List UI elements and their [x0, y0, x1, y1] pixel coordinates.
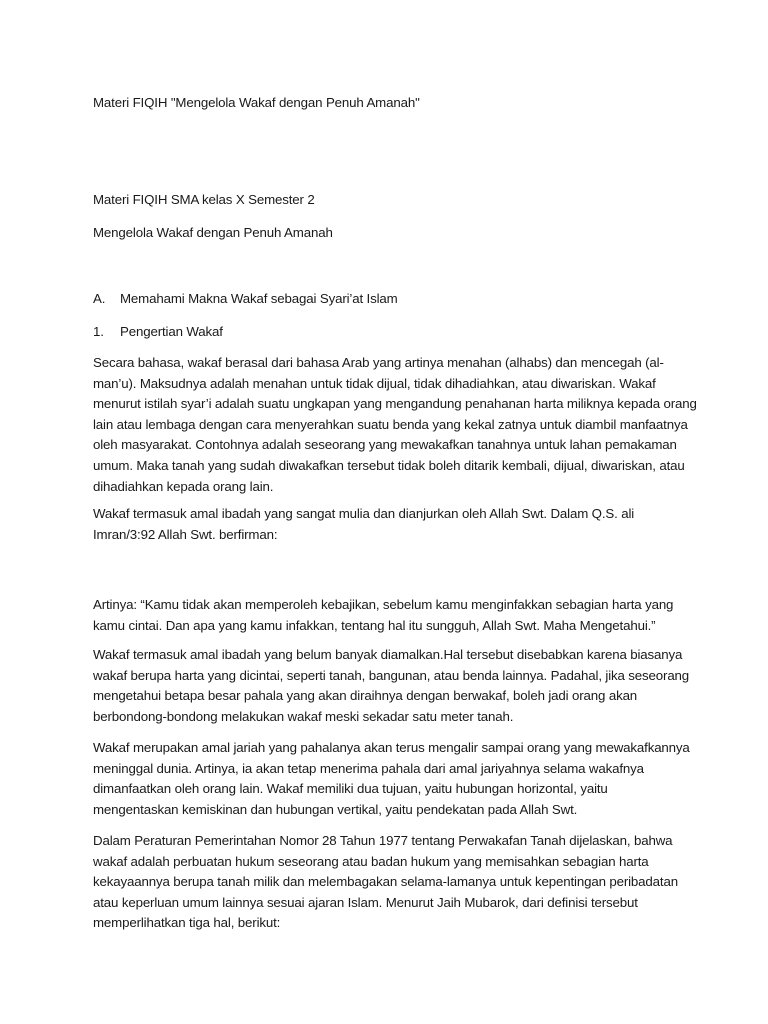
paragraph-definition — [93, 353, 697, 497]
paragraph-line: man’u). Maksudnya adalah menahan untuk tidak dijual, tidak dihadiahkan, atau diwariskan. Wakaf — [93, 375, 656, 391]
paragraph-line: Wakaf merupakan amal jariah yang pahalanya akan terus mengalir sampai orang yang mewakafkannya — [93, 740, 690, 755]
paragraph-line: wakaf berupa harta yang dicintai, seperti tanah, bangunan, atau benda lainnya. Padahal, jika seseorang — [93, 667, 690, 683]
paragraph-quran-intro — [93, 504, 693, 545]
paragraph-line: oleh masyarakat. Contohnya adalah seseorang yang mewakafkan tanahnya untuk lahan pemakaman — [93, 437, 677, 453]
subsection-heading-1 — [93, 323, 223, 341]
paragraph-line: mengetahui betapa besar pahala yang akan diraihnya dengan berwakaf, boleh jadi orang akan — [93, 688, 638, 704]
paragraph-translation — [93, 595, 693, 636]
paragraph-line: Artinya: “Kamu tidak akan memperoleh kebajikan, sebelum kamu menginfakkan sebagian harta yang — [93, 597, 674, 612]
paragraph-line: atau keperluan umum lainnya sesuai ajaran Islam. Menurut Jaih Mubarok, dari definisi tersebut — [93, 894, 638, 910]
paragraph-line: dihadiahkan kepada orang lain. — [93, 478, 274, 494]
paragraph-line: Wakaf termasuk amal ibadah yang sangat mulia dan dianjurkan oleh Allah Swt. Dalam Q.S. ali — [93, 506, 635, 521]
subsection-marker: 1. — [93, 324, 104, 339]
paragraph-line: mengentaskan kemiskinan dan hubungan vertikal, yaitu pendekatan pada Allah Swt. — [93, 801, 578, 817]
paragraph-line: kekayaannya berupa tanah milik dan melembagakan selama-lamanya untuk kepentingan peribadatan — [93, 874, 678, 890]
paragraph-line: lain atau lembaga dengan cara menyerahkan suatu benda yang kekal zatnya untuk diambil manfaatnya — [93, 416, 688, 432]
paragraph-line: dimanfaatkan oleh orang lain. Wakaf memiliki dua tujuan, yaitu hubungan horizontal, yaitu — [93, 781, 608, 797]
section-marker: A. — [93, 291, 106, 306]
subsection-heading-text: Pengertian Wakaf — [120, 324, 223, 339]
paragraph-line: berbondong-bondong melakukan wakaf meski sekadar satu meter tanah. — [93, 708, 514, 724]
paragraph-line: kamu cintai. Dan apa yang kamu infakkan, tentang hal itu sungguh, Allah Swt. Maha Mengetahui.” — [93, 617, 656, 633]
paragraph-line: wakaf adalah perbuatan hukum seseorang atau badan hukum yang memisahkan sebagian harta — [93, 853, 649, 869]
paragraph-not-widely-practiced — [93, 645, 693, 727]
document-heading: Mengelola Wakaf dengan Penuh Amanah — [93, 225, 333, 240]
paragraph-line: umum. Maka tanah yang sudah diwakafkan tersebut tidak boleh ditarik kembali, dijual, diwariskan, atau — [93, 457, 685, 473]
paragraph-line: Secara bahasa, wakaf berasal dari bahasa Arab yang artinya menahan (alhabs) dan mencegah (al- — [93, 355, 664, 370]
paragraph-line: menurut istilah syar’i adalah suatu ungkapan yang mengandung penahanan harta miliknya kepada orang — [93, 396, 697, 412]
paragraph-line: meninggal dunia. Artinya, ia akan tetap menerima pahala dari amal jariyahnya selama wakafnya — [93, 760, 644, 776]
paragraph-regulation — [93, 831, 693, 934]
paragraph-line: Imran/3:92 Allah Swt. berfirman: — [93, 526, 278, 542]
document-subtitle: Materi FIQIH SMA kelas X Semester 2 — [93, 192, 315, 207]
paragraph-amal-jariah — [93, 738, 693, 820]
paragraph-line: Wakaf termasuk amal ibadah yang belum banyak diamalkan.Hal tersebut disebabkan karena biasanya — [93, 647, 683, 662]
paragraph-line: Dalam Peraturan Pemerintahan Nomor 28 Tahun 1977 tentang Perwakafan Tanah dijelaskan, bahwa — [93, 833, 673, 848]
document-title: Materi FIQIH "Mengelola Wakaf dengan Penuh Amanah" — [93, 95, 420, 110]
section-heading-text: Memahami Makna Wakaf sebagai Syari’at Islam — [120, 291, 398, 306]
section-heading-a — [93, 290, 398, 308]
paragraph-line: memperlihatkan tiga hal, berikut: — [93, 915, 281, 931]
